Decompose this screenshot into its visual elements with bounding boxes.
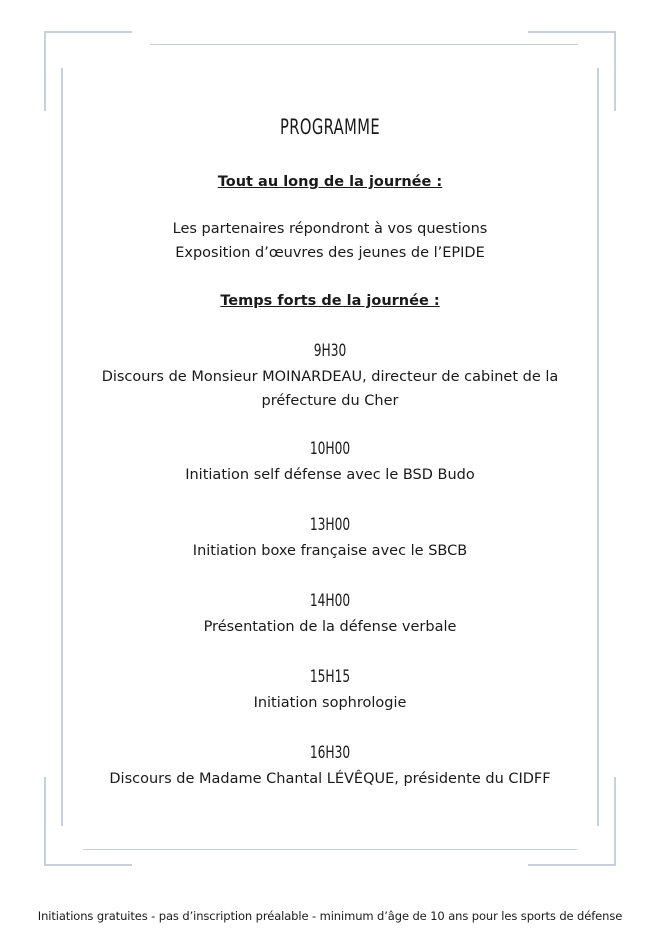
event-time: 13H00 xyxy=(309,515,351,535)
frame-line xyxy=(61,68,63,826)
event-time: 15H15 xyxy=(309,667,351,687)
event-description: préfecture du Cher xyxy=(261,393,399,409)
section-heading-highlights: Temps forts de la journée : xyxy=(220,293,440,309)
event-description: Présentation de la défense verbale xyxy=(203,619,457,635)
frame-line xyxy=(44,31,132,33)
page-title: PROGRAMME xyxy=(279,115,381,139)
frame-line xyxy=(83,849,577,850)
programme-content xyxy=(70,112,590,790)
event-description: Initiation boxe française avec le SBCB xyxy=(192,543,468,559)
event-time: 10H00 xyxy=(309,439,351,459)
all-day-item: Les partenaires répondront à vos questions xyxy=(172,221,488,237)
frame-line xyxy=(44,777,46,866)
frame-line xyxy=(614,31,616,111)
event-description: Discours de Monsieur MOINARDEAU, directeur de cabinet de la xyxy=(101,369,559,385)
event-time: 16H30 xyxy=(309,743,351,763)
frame-line xyxy=(528,864,616,866)
event-time: 9H30 xyxy=(313,341,347,361)
frame-line xyxy=(150,44,578,45)
all-day-item: Exposition d’œuvres des jeunes de l’EPIDE xyxy=(175,245,485,261)
frame-line xyxy=(44,31,46,111)
frame-line xyxy=(597,68,599,826)
section-heading-all-day: Tout au long de la journée : xyxy=(217,174,443,190)
event-description: Initiation self défense avec le BSD Budo xyxy=(185,467,475,483)
event-description: Initiation sophrologie xyxy=(253,695,407,711)
footer-note: Initiations gratuites - pas d’inscription préalable - minimum d’âge de 10 ans pour les sports de défense xyxy=(37,909,623,923)
frame-line xyxy=(44,864,132,866)
frame-line xyxy=(614,777,616,866)
frame-line xyxy=(528,31,616,33)
event-description: Discours de Madame Chantal LÉVÊQUE, présidente du CIDFF xyxy=(109,771,551,787)
event-time: 14H00 xyxy=(309,591,351,611)
